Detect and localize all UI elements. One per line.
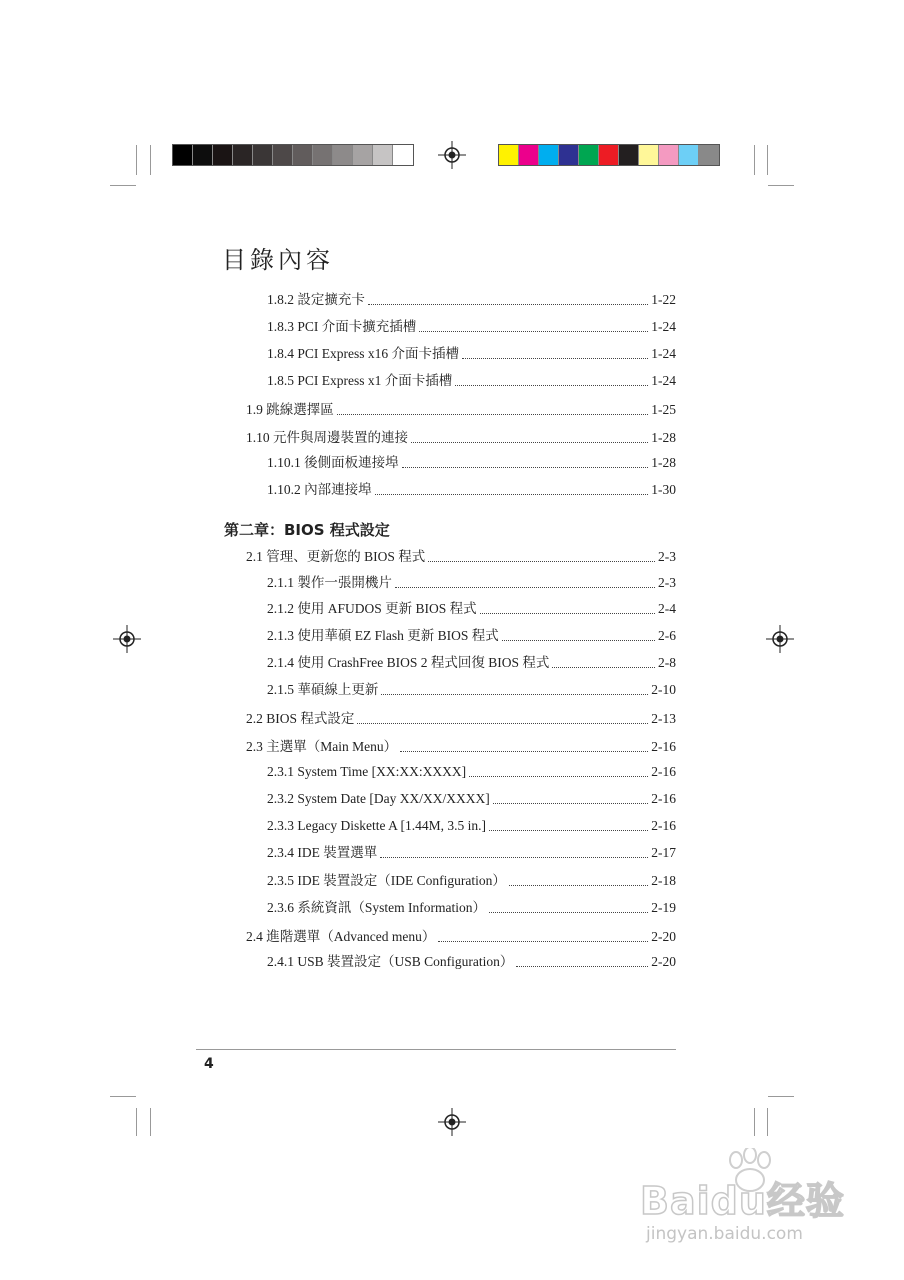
toc-entry-title: 1.8.3 PCI 介面卡擴充插槽 [267, 319, 417, 334]
toc-entry-page: 2-3 [658, 575, 676, 590]
toc-entry-page: 1-28 [651, 455, 676, 470]
toc-entry-page: 2-16 [651, 739, 676, 754]
toc-entry[interactable] [267, 288, 676, 308]
toc-entry[interactable] [267, 869, 676, 889]
toc-entry-page: 2-20 [651, 929, 676, 944]
dot-leader [428, 561, 655, 562]
toc-entry[interactable] [267, 571, 676, 591]
dot-leader [489, 830, 648, 831]
watermark [640, 1150, 860, 1260]
toc-entry[interactable] [246, 426, 676, 446]
dot-leader [455, 385, 648, 386]
toc-entry-title: 2.1.3 使用華碩 EZ Flash 更新 BIOS 程式 [267, 628, 499, 643]
toc-entry-page: 2-10 [651, 682, 676, 697]
toc-entry-title: 2.3.1 System Time [XX:XX:XXXX] [267, 764, 467, 779]
dot-leader [357, 723, 648, 724]
dot-leader [493, 803, 649, 804]
toc-entry-title: 2.3.5 IDE 裝置設定（IDE Configuration） [267, 873, 506, 888]
toc-entry-page: 1-24 [651, 346, 676, 361]
toc-entry[interactable] [267, 651, 676, 671]
toc-entry[interactable] [246, 545, 676, 565]
watermark-url: jingyan.baidu.com [646, 1224, 803, 1244]
toc-entry-page: 2-17 [651, 845, 676, 860]
dot-leader [438, 941, 648, 942]
dot-leader [489, 912, 648, 913]
dot-leader [480, 613, 655, 614]
toc-entry-page: 2-20 [651, 954, 676, 969]
toc-entry-title: 2.3 主選單（Main Menu） [246, 739, 398, 754]
toc-entry-page: 2-3 [658, 549, 676, 564]
dot-leader [395, 587, 655, 588]
dot-leader [516, 966, 648, 967]
page-number: 4 [204, 1056, 214, 1072]
toc-entry-title: 2.3.6 系統資訊（System Information） [267, 900, 486, 915]
toc-entry[interactable] [267, 478, 676, 498]
page-title: 目錄內容 [222, 246, 334, 274]
toc-entry-title: 1.10.2 內部連接埠 [267, 482, 372, 497]
toc-entry-title: 2.1.2 使用 AFUDOS 更新 BIOS 程式 [267, 601, 477, 616]
chapter-heading: 第二章：BIOS 程式設定 [224, 521, 390, 539]
toc-entry-page: 1-28 [651, 430, 676, 445]
toc-entry-page: 1-30 [651, 482, 676, 497]
dot-leader [380, 857, 648, 858]
dot-leader [462, 358, 648, 359]
dot-leader [509, 885, 648, 886]
dot-leader [419, 331, 648, 332]
toc-entry-page: 1-25 [651, 402, 676, 417]
toc-entry-title: 1.10.1 後側面板連接埠 [267, 455, 399, 470]
toc-entry-page: 2-19 [651, 900, 676, 915]
toc-entry[interactable] [267, 787, 676, 807]
toc-entry-page: 1-24 [651, 373, 676, 388]
toc-entry-page: 2-16 [651, 818, 676, 833]
toc-entry[interactable] [267, 841, 676, 861]
dot-leader [381, 694, 648, 695]
dot-leader [469, 776, 648, 777]
toc-entry[interactable] [267, 950, 676, 970]
toc-entry-title: 1.9 跳線選擇區 [246, 402, 334, 417]
dot-leader [337, 414, 649, 415]
toc-entry-page: 1-22 [651, 292, 676, 307]
toc-entry-title: 2.4 進階選單（Advanced menu） [246, 929, 436, 944]
toc-entry[interactable] [267, 597, 676, 617]
toc-entry[interactable] [246, 398, 676, 418]
toc-entry-page: 2-16 [651, 791, 676, 806]
toc-entry[interactable] [267, 315, 676, 335]
toc-entry[interactable] [267, 342, 676, 362]
dot-leader [400, 751, 648, 752]
toc-entry-page: 2-13 [651, 711, 676, 726]
toc-entry-page: 2-6 [658, 628, 676, 643]
toc-entry-title: 2.4.1 USB 裝置設定（USB Configuration） [267, 954, 514, 969]
toc-entry-title: 1.8.5 PCI Express x1 介面卡插槽 [267, 373, 453, 388]
watermark-logo: Baidu经验 [640, 1179, 845, 1223]
toc-entry-page: 2-16 [651, 764, 676, 779]
toc-entry-page: 2-4 [658, 601, 676, 616]
toc-entry-title: 2.1.4 使用 CrashFree BIOS 2 程式回復 BIOS 程式 [267, 655, 550, 670]
dot-leader [368, 304, 648, 305]
toc-entry-page: 2-18 [651, 873, 676, 888]
toc-entry-page: 1-24 [651, 319, 676, 334]
toc-entry-title: 1.8.4 PCI Express x16 介面卡插槽 [267, 346, 459, 361]
toc-entry-title: 2.2 BIOS 程式設定 [246, 711, 355, 726]
toc-entry-title: 2.1.5 華碩線上更新 [267, 682, 379, 697]
toc-entry[interactable] [267, 814, 676, 834]
toc-entry-title: 1.8.2 設定擴充卡 [267, 292, 365, 307]
toc-entry[interactable] [267, 451, 676, 471]
toc-entry-title: 2.1 管理、更新您的 BIOS 程式 [246, 549, 426, 564]
toc-entry[interactable] [267, 896, 676, 916]
toc-entry-title: 1.10 元件與周邊裝置的連接 [246, 430, 408, 445]
dot-leader [411, 442, 648, 443]
dot-leader [552, 667, 655, 668]
toc-entry[interactable] [246, 735, 676, 755]
toc-entry[interactable] [246, 707, 676, 727]
dot-leader [402, 467, 649, 468]
toc-entry[interactable] [246, 925, 676, 945]
toc-entry-page: 2-8 [658, 655, 676, 670]
footer-rule [196, 1049, 676, 1050]
toc-entry[interactable] [267, 760, 676, 780]
toc-entry-title: 2.1.1 製作一張開機片 [267, 575, 392, 590]
toc-entry-title: 2.3.2 System Date [Day XX/XX/XXXX] [267, 791, 490, 806]
toc-entry-title: 2.3.4 IDE 裝置選單 [267, 845, 378, 860]
toc-entry[interactable] [267, 678, 676, 698]
toc-entry[interactable] [267, 369, 676, 389]
dot-leader [375, 494, 649, 495]
dot-leader [502, 640, 655, 641]
toc-entry-title: 2.3.3 Legacy Diskette A [1.44M, 3.5 in.] [267, 818, 486, 833]
toc-entry[interactable] [267, 624, 676, 644]
